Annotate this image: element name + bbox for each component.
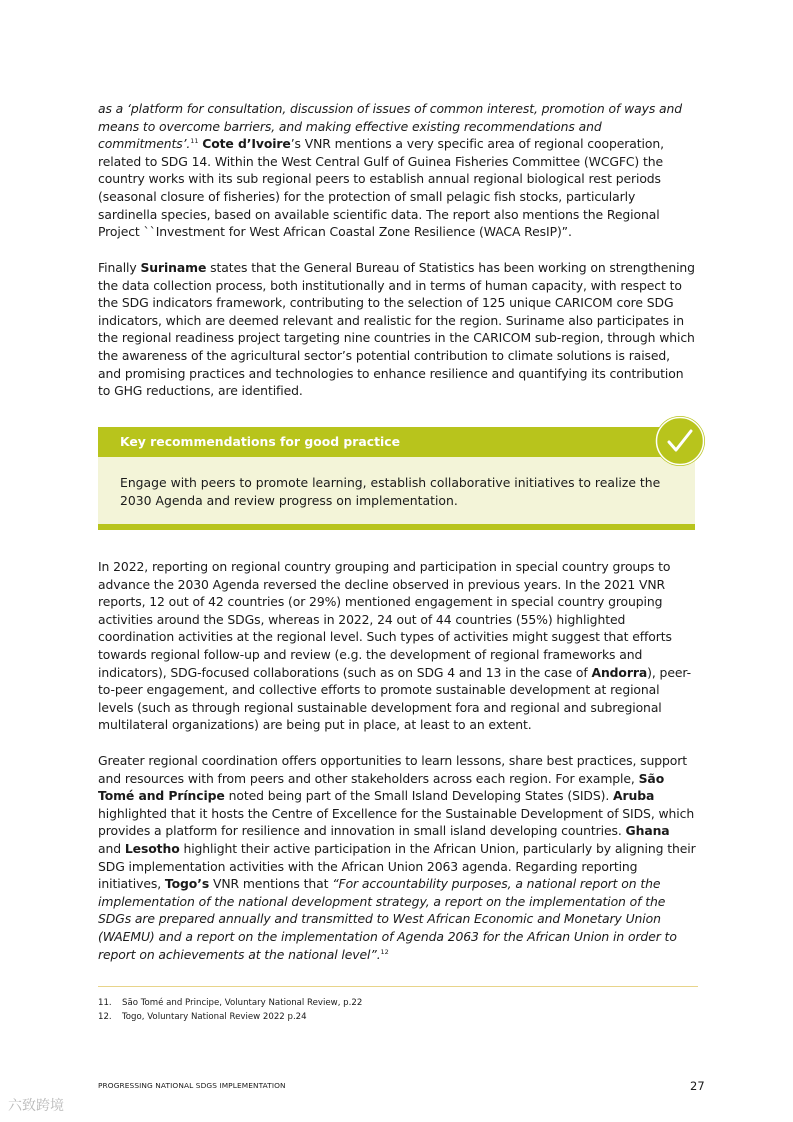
country-name: Suriname (140, 260, 207, 275)
paragraph-text: ’s VNR mentions a very specific area of regional cooperation, related to SDG 14. Within the West Central Gulf of Guinea Fisheries Committee (WCGFC) the country works with its sub regional peers to establish annual regional biological rest periods (seasonal closure of fisheries) for the protection of small pelagic fish stocks, particularly sardinella species, based on available scientific data. The report also mentions the Regional Project ``Investment for West African Coastal Zone Resilience (WACA ResIP)”. (98, 136, 664, 240)
footnote-item (98, 998, 362, 1008)
footnote-ref[interactable]: 12 (380, 947, 389, 956)
recommendation-header (98, 427, 695, 457)
footnote-number: 12. (98, 1012, 112, 1022)
footnote-text: Togo, Voluntary National Review 2022 p.24 (122, 1012, 307, 1022)
country-name: Aruba (613, 788, 655, 804)
paragraph-text: Greater regional coordination offers opportunities to learn lessons, share best practices, support and resources with from peers and other stakeholders across each region. For example, (98, 753, 687, 786)
quote-text: as a ‘platform for consultation, discussion of issues of common interest, promotion of ways and means to overcome barriers, and making effective existing recommendations and commitments’. (98, 101, 683, 152)
country-name: Cote d’Ivoire (202, 136, 291, 152)
paragraph-text: ), peer-to-peer engagement, and collective efforts to promote sustainable development at regional levels (such as through regional sustainable development fora and regional and subregional multilateral organizations) are being put in place, at least to an extent. (98, 664, 691, 733)
footnote-text: São Tomé and Principe, Voluntary National Review, p.22 (122, 998, 363, 1008)
footnote-divider (98, 986, 698, 987)
recommendation-title: Key recommendations for good practice (120, 434, 401, 449)
paragraph-cote-divoire (98, 100, 696, 241)
page-number: 27 (690, 1079, 705, 1093)
footnote-item (98, 1012, 307, 1022)
paragraph-text: VNR mentions that (209, 876, 333, 892)
recommendation-box (98, 457, 695, 524)
paragraph-text: In 2022, reporting on regional country grouping and participation in special country groups to advance the 2030 Agenda reversed the decline observed in previous years. In the 2021 VNR reports, 12 out of 42 countries (or 29%) mentioned engagement in special country grouping activities around the SDGs, whereas in 2022, 24 out of 44 countries (55%) highlighted coordination activities at the regional level. Such types of activities might suggest that efforts towards regional follow-up and review (e.g. the development of regional frameworks and indicators), SDG-focused collaborations (such as on SDG 4 and 13 in the case of (98, 559, 672, 680)
paragraph-suriname (98, 259, 696, 400)
quote-text: “For accountability purposes, a national report on the implementation of the national development strategy, a report on the implementation of the SDGs are prepared annually and transmitted to West African Economic and Monetary Union (WAEMU) and a report on the implementation of Agenda 2063 for the African Union in order to report on achievements at the national level”. (98, 876, 677, 962)
country-name: São Tomé and Príncipe (98, 770, 665, 804)
paragraph-regional-coordination (98, 752, 696, 963)
paragraph-regional-grouping (98, 558, 696, 734)
recommendation-text: Engage with peers to promote learning, establish collaborative initiatives to realize the 2030 Agenda and review progress on implementation. (120, 475, 661, 508)
paragraph-text: highlighted that it hosts the Centre of Excellence for the Sustainable Development of SIDS, which provides a platform for resilience and innovation in small island developing countries. (98, 805, 695, 839)
footnote-number: 11. (98, 998, 112, 1008)
country-name: Togo’s (164, 876, 210, 892)
paragraph-text: highlight their active participation in the African Union, particularly by aligning their SDG implementation activities with the African Union 2063 agenda. Regarding reporting initiatives, (98, 840, 696, 892)
footnote-ref[interactable]: 11 (190, 137, 199, 146)
country-name: Lesotho (124, 840, 180, 856)
country-name: Andorra (591, 664, 648, 680)
checkmark-icon (655, 416, 705, 466)
paragraph-text: and (98, 840, 125, 856)
watermark-logo: 六致跨境 (8, 1098, 64, 1114)
recommendation-bottom-bar (98, 524, 695, 530)
paragraph-text: states that the General Bureau of Statistics has been working on strengthening the data collection process, both institutionally and in terms of human capacity, with respect to the SDG indicators framework, contributing to the selection of 125 unique CARICOM core SDG indicators, which are deemed relevant and realistic for the region. Suriname also participates in the regional readiness project targeting nine countries in the CARICOM sub-region, through which the awareness of the agricultural sector’s potential contribution to climate solutions is raised, and promising practices and technologies to enhance resilience and quantifying its contribution to GHG reductions, are identified. (98, 260, 695, 399)
country-name: Ghana (625, 823, 670, 839)
running-title: PROGRESSING NATIONAL SDGS IMPLEMENTATION (98, 1081, 286, 1090)
paragraph-text: Finally (98, 260, 141, 275)
paragraph-text: noted being part of the Small Island Developing States (SIDS). (224, 788, 614, 804)
